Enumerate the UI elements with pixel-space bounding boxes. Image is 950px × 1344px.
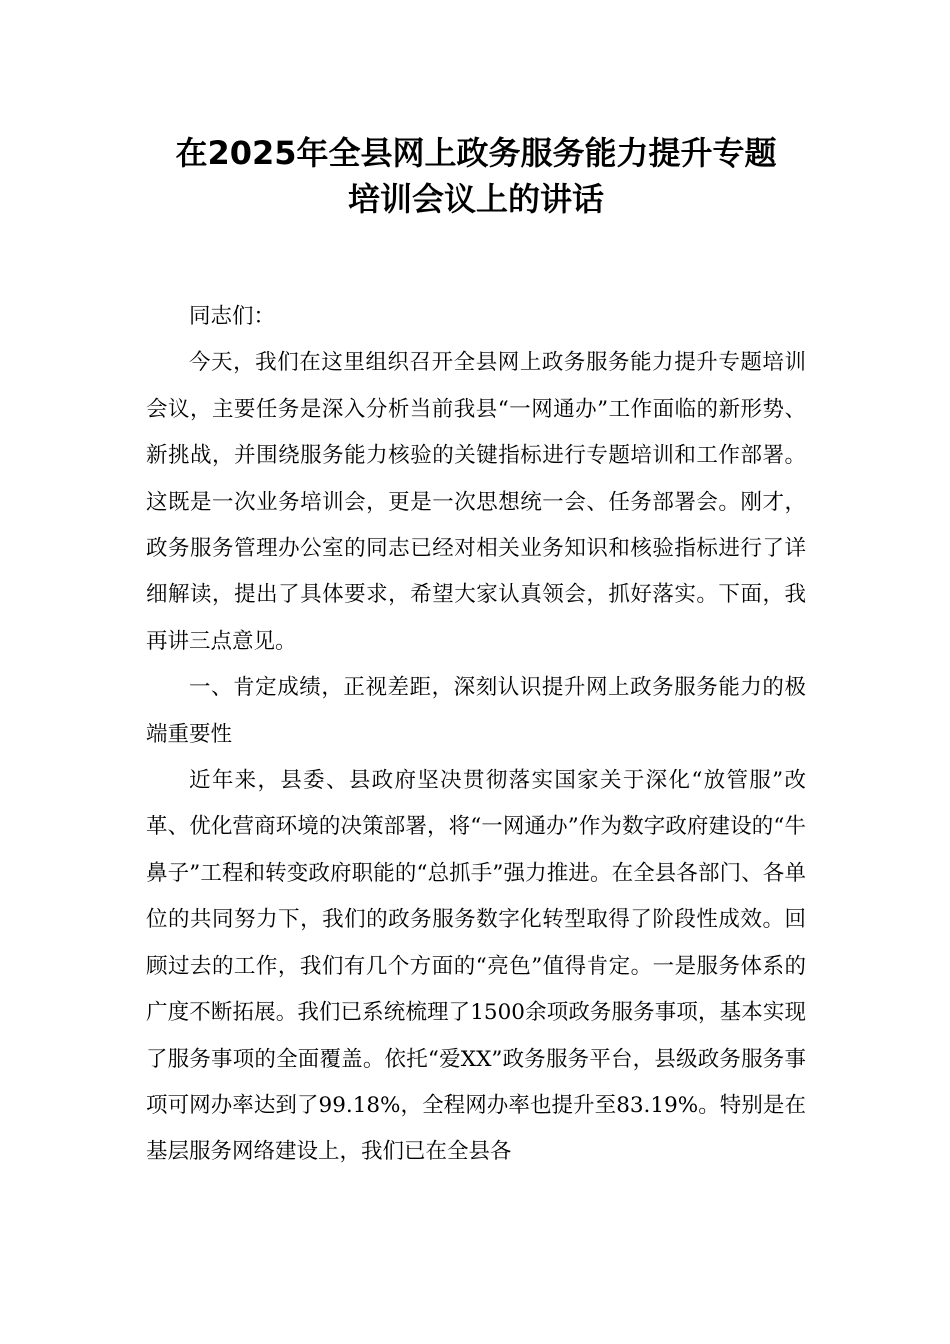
section-heading-1: 一、肯定成绩，正视差距，深刻认识提升网上政务服务能力的极端重要性 [146,675,806,747]
salutation: 同志们： [189,304,276,329]
paragraph-intro: 今天，我们在这里组织召开全县网上政务服务能力提升专题培训会议，主要任务是深入分析当前我县“一网通办”工作面临的新形势、新挑战，并围绕服务能力核验的关键指标进行专题培训和工作部署。这既是一次业务培训会，更是一次思想统一会、任务部署会。刚才，政务服务管理办公室的同志已经对相关业务知识和核验指标进行了详细解读，提出了具体要求，希望大家认真领会，抓好落实。下面，我再讲三点意见。 [146,350,806,654]
document-body [146,294,806,1176]
document-title [146,130,806,222]
document-page [146,130,806,1176]
paragraph-achievements: 近年来，县委、县政府坚决贯彻落实国家关于深化“放管服”改革、优化营商环境的决策部署，将“一网通办”作为数字政府建设的“牛鼻子”工程和转变政府职能的“总抓手”强力推进。在全县各部门、各单位的共同努力下，我们的政务服务数字化转型取得了阶段性成效。回顾过去的工作，我们有几个方面的“亮色”值得肯定。一是服务体系的广度不断拓展。我们已系统梳理了1500余项政务服务事项，基本实现了服务事项的全面覆盖。依托“爱XX”政务服务平台，县级政务服务事项可网办率达到了99.18%，全程网办率也提升至83.19%。特别是在基层服务网络建设上，我们已在全县各 [146,768,806,1165]
title-line-2: 培训会议上的讲话 [347,180,604,218]
title-line-1: 在2025年全县网上政务服务能力提升专题 [175,134,777,172]
